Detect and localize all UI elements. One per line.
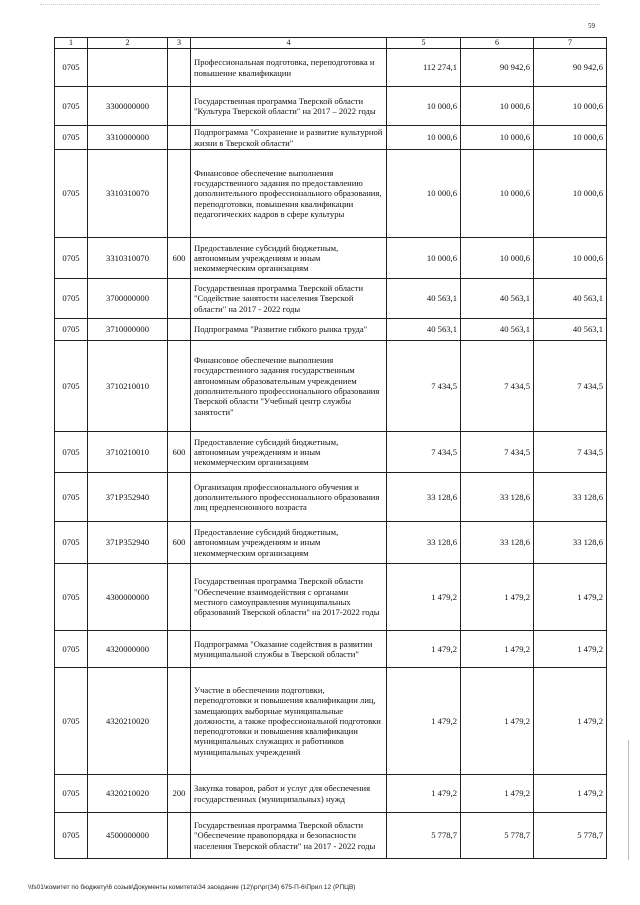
amount-col7-cell: 40 563,1 (534, 279, 607, 319)
section-code-cell: 0705 (55, 668, 88, 775)
amount-col7-cell: 10 000,6 (534, 238, 607, 279)
amount-col6-cell: 1 479,2 (461, 668, 534, 775)
item-name-cell: Финансовое обеспечение выполнения государственного задания по предоставлению дополнительного профессионального образования, переподготовки, повышения квалификации педагогических кадров в сфере культуры (191, 150, 387, 238)
item-name-cell: Подпрограмма "Оказание содействия в развитии муниципальной службы в Тверской области" (191, 631, 387, 668)
item-name-cell: Подпрограмма "Развитие гибкого рынка труда" (191, 319, 387, 341)
amount-col7-cell: 1 479,2 (534, 775, 607, 813)
scan-side-artifact (628, 740, 629, 860)
amount-col5-cell: 112 274,1 (387, 49, 461, 87)
scan-top-artifact (40, 4, 600, 8)
expense-type-code-cell: 200 (168, 775, 191, 813)
amount-col7-cell: 10 000,6 (534, 150, 607, 238)
amount-col7-cell: 10 000,6 (534, 87, 607, 126)
table-row (55, 668, 607, 775)
section-code-cell: 0705 (55, 564, 88, 631)
expense-type-code-cell (168, 473, 191, 522)
section-code-cell: 0705 (55, 150, 88, 238)
expense-type-code-cell: 600 (168, 522, 191, 564)
expense-type-code-cell: 600 (168, 432, 191, 473)
amount-col5-cell: 1 479,2 (387, 564, 461, 631)
table-row (55, 341, 607, 432)
header-cell: 1 (55, 38, 88, 49)
target-article-code-cell: 4320210020 (88, 775, 168, 813)
amount-col6-cell: 90 942,6 (461, 49, 534, 87)
item-name-cell: Участие в обеспечении подготовки, переподготовки и повышения квалификации лиц, замещающих выборные муниципальные должности, а также профессиональной подготовки переподготовки и повышения квалификации муниципальных служащих и работников муниципальных учреждений (191, 668, 387, 775)
item-name-cell: Государственная программа Тверской области "Обеспечение взаимодействия с органами местного самоуправления муниципальных образований Тверской области" на 2017-2022 годы (191, 564, 387, 631)
section-code-cell: 0705 (55, 473, 88, 522)
amount-col6-cell: 10 000,6 (461, 126, 534, 150)
target-article-code-cell: 3300000000 (88, 87, 168, 126)
table-header-row (55, 38, 607, 49)
amount-col6-cell: 33 128,6 (461, 522, 534, 564)
item-name-cell: Закупка товаров, работ и услуг для обеспечения государственных (муниципальных) нужд (191, 775, 387, 813)
amount-col5-cell: 1 479,2 (387, 775, 461, 813)
amount-col7-cell: 1 479,2 (534, 631, 607, 668)
expense-type-code-cell: 600 (168, 238, 191, 279)
table-row (55, 319, 607, 341)
header-cell: 4 (191, 38, 387, 49)
target-article-code-cell: 4300000000 (88, 564, 168, 631)
amount-col7-cell: 1 479,2 (534, 564, 607, 631)
expense-type-code-cell (168, 319, 191, 341)
amount-col6-cell: 7 434,5 (461, 432, 534, 473)
expense-type-code-cell (168, 126, 191, 150)
table-row (55, 473, 607, 522)
table-row (55, 279, 607, 319)
target-article-code-cell: 4320000000 (88, 631, 168, 668)
page-number: 59 (588, 22, 595, 30)
target-article-code-cell: 371P352940 (88, 473, 168, 522)
amount-col6-cell: 33 128,6 (461, 473, 534, 522)
amount-col5-cell: 7 434,5 (387, 432, 461, 473)
expense-type-code-cell (168, 631, 191, 668)
item-name-cell: Профессиональная подготовка, переподготовка и повышение квалификации (191, 49, 387, 87)
section-code-cell: 0705 (55, 319, 88, 341)
budget-table (54, 37, 607, 859)
target-article-code-cell: 3700000000 (88, 279, 168, 319)
amount-col7-cell: 10 000,6 (534, 126, 607, 150)
header-cell: 2 (88, 38, 168, 49)
amount-col6-cell: 10 000,6 (461, 150, 534, 238)
amount-col7-cell: 33 128,6 (534, 522, 607, 564)
table-row (55, 775, 607, 813)
table-row (55, 432, 607, 473)
amount-col5-cell: 10 000,6 (387, 126, 461, 150)
section-code-cell: 0705 (55, 87, 88, 126)
amount-col7-cell: 1 479,2 (534, 668, 607, 775)
expense-type-code-cell (168, 813, 191, 859)
section-code-cell: 0705 (55, 341, 88, 432)
section-code-cell: 0705 (55, 522, 88, 564)
expense-type-code-cell (168, 341, 191, 432)
amount-col5-cell: 10 000,6 (387, 238, 461, 279)
target-article-code-cell: 3710210010 (88, 432, 168, 473)
header-cell: 3 (168, 38, 191, 49)
section-code-cell: 0705 (55, 279, 88, 319)
item-name-cell: Предоставление субсидий бюджетным, автономным учреждениям и иным некоммерческим организациям (191, 238, 387, 279)
amount-col5-cell: 40 563,1 (387, 319, 461, 341)
amount-col6-cell: 1 479,2 (461, 564, 534, 631)
expense-type-code-cell (168, 49, 191, 87)
amount-col5-cell: 10 000,6 (387, 87, 461, 126)
expense-type-code-cell (168, 150, 191, 238)
item-name-cell: Подпрограмма "Сохранение и развитие культурной жизни в Тверской области" (191, 126, 387, 150)
amount-col6-cell: 1 479,2 (461, 775, 534, 813)
table-row (55, 564, 607, 631)
table-row (55, 813, 607, 859)
item-name-cell: Организация профессионального обучения и дополнительного профессионального образования лиц предпенсионного возраста (191, 473, 387, 522)
table-row (55, 522, 607, 564)
item-name-cell: Государственная программа Тверской области "Содействие занятости населения Тверской области" на 2017 - 2022 годы (191, 279, 387, 319)
amount-col7-cell: 5 778,7 (534, 813, 607, 859)
table-row (55, 238, 607, 279)
amount-col5-cell: 7 434,5 (387, 341, 461, 432)
section-code-cell: 0705 (55, 432, 88, 473)
table-row (55, 87, 607, 126)
section-code-cell: 0705 (55, 49, 88, 87)
amount-col5-cell: 5 778,7 (387, 813, 461, 859)
target-article-code-cell (88, 49, 168, 87)
header-cell: 5 (387, 38, 461, 49)
table-row (55, 631, 607, 668)
amount-col7-cell: 90 942,6 (534, 49, 607, 87)
amount-col7-cell: 33 128,6 (534, 473, 607, 522)
expense-type-code-cell (168, 87, 191, 126)
amount-col5-cell: 33 128,6 (387, 522, 461, 564)
target-article-code-cell: 3310310070 (88, 150, 168, 238)
target-article-code-cell: 3710000000 (88, 319, 168, 341)
expense-type-code-cell (168, 668, 191, 775)
amount-col6-cell: 7 434,5 (461, 341, 534, 432)
target-article-code-cell: 4320210020 (88, 668, 168, 775)
amount-col7-cell: 7 434,5 (534, 341, 607, 432)
amount-col5-cell: 33 128,6 (387, 473, 461, 522)
target-article-code-cell: 3710210010 (88, 341, 168, 432)
section-code-cell: 0705 (55, 775, 88, 813)
expense-type-code-cell (168, 564, 191, 631)
amount-col6-cell: 10 000,6 (461, 87, 534, 126)
amount-col5-cell: 1 479,2 (387, 668, 461, 775)
item-name-cell: Финансовое обеспечение выполнения государственного задания государственным автономным образовательным учреждением дополнительного профессионального образования Тверской области "Учебный центр службы занятости" (191, 341, 387, 432)
target-article-code-cell: 4500000000 (88, 813, 168, 859)
amount-col7-cell: 7 434,5 (534, 432, 607, 473)
section-code-cell: 0705 (55, 126, 88, 150)
section-code-cell: 0705 (55, 631, 88, 668)
amount-col6-cell: 40 563,1 (461, 279, 534, 319)
amount-col5-cell: 40 563,1 (387, 279, 461, 319)
amount-col6-cell: 1 479,2 (461, 631, 534, 668)
file-path-footer: \\fs01\комитет по бюджету\6 созыв\Документы комитета\34 заседание (12)\рг\рг(34) 675-П-6\Прил 12 (РПЦВ) (28, 884, 356, 891)
target-article-code-cell: 3310310070 (88, 238, 168, 279)
amount-col6-cell: 40 563,1 (461, 319, 534, 341)
target-article-code-cell: 3310000000 (88, 126, 168, 150)
table-row (55, 49, 607, 87)
amount-col7-cell: 40 563,1 (534, 319, 607, 341)
table-row (55, 150, 607, 238)
item-name-cell: Предоставление субсидий бюджетным, автономным учреждениям и иным некоммерческим организациям (191, 522, 387, 564)
section-code-cell: 0705 (55, 238, 88, 279)
section-code-cell: 0705 (55, 813, 88, 859)
target-article-code-cell: 371P352940 (88, 522, 168, 564)
table-row (55, 126, 607, 150)
expense-type-code-cell (168, 279, 191, 319)
amount-col5-cell: 1 479,2 (387, 631, 461, 668)
header-cell: 6 (461, 38, 534, 49)
amount-col6-cell: 10 000,6 (461, 238, 534, 279)
header-cell: 7 (534, 38, 607, 49)
item-name-cell: Предоставление субсидий бюджетным, автономным учреждениям и иным некоммерческим организациям (191, 432, 387, 473)
item-name-cell: Государственная программа Тверской области "Обеспечение правопорядка и безопасности населения Тверской области" на 2017 - 2022 годы (191, 813, 387, 859)
amount-col6-cell: 5 778,7 (461, 813, 534, 859)
item-name-cell: Государственная программа Тверской области "Культура Тверской области" на 2017 – 2022 годы (191, 87, 387, 126)
amount-col5-cell: 10 000,6 (387, 150, 461, 238)
